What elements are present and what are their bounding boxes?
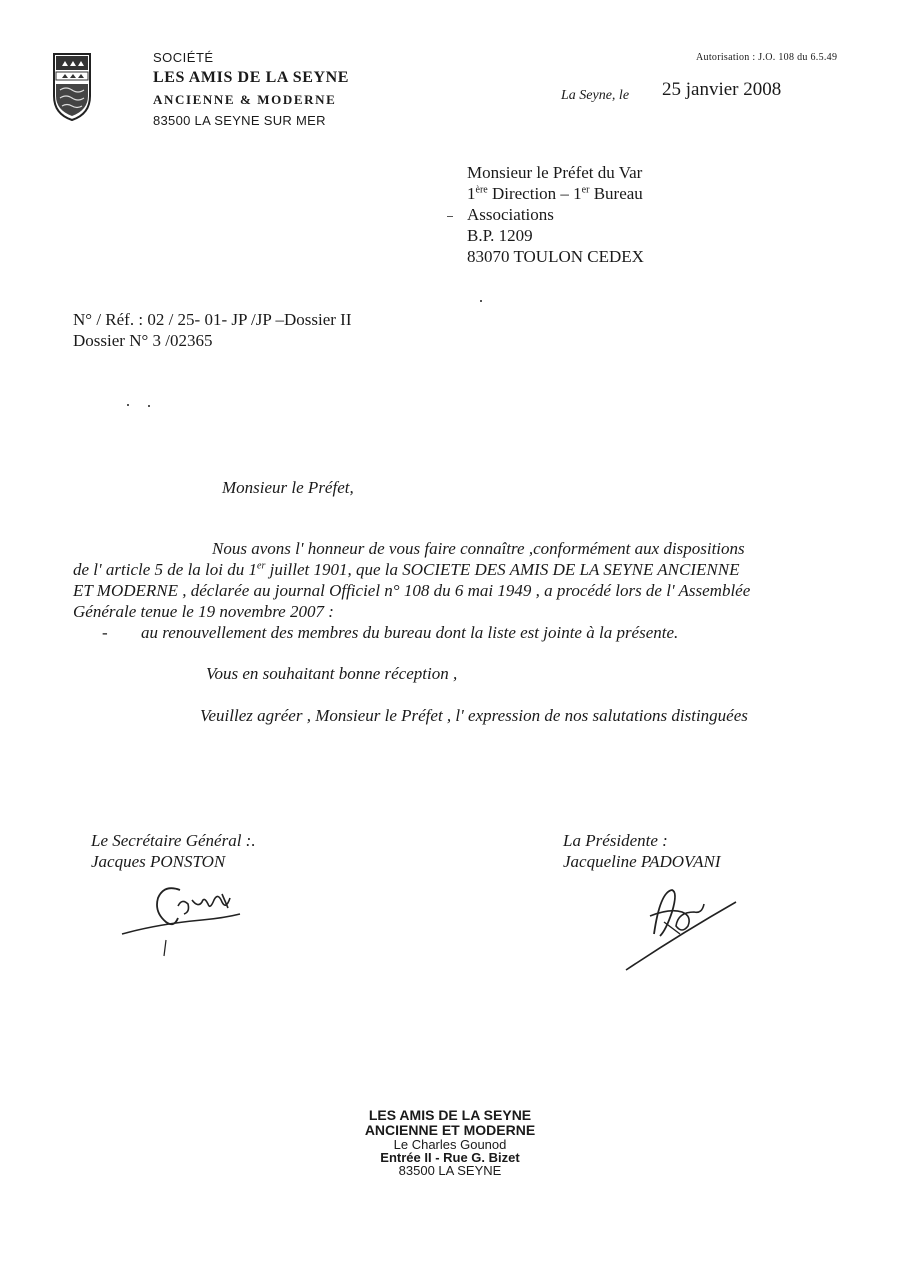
coat-of-arms-icon [52, 52, 92, 122]
paragraph-1-line-1: Nous avons l' honneur de vous faire connaître ,conformément aux dispositions [212, 539, 745, 558]
recipient-line-3: Associations [467, 205, 554, 224]
right-signatory-name: Jacqueline PADOVANI [563, 852, 721, 871]
scan-speck [447, 216, 453, 217]
authorisation-note: Autorisation : J.O. 108 du 6.5.49 [696, 52, 838, 63]
recipient-line-2: 1ère Direction – 1er Bureau [467, 184, 643, 203]
scan-speck [148, 405, 150, 407]
footer-stamp-line-1: LES AMIS DE LA SEYNE [368, 1107, 532, 1123]
president-signature [620, 882, 750, 974]
date-place: La Seyne, le [561, 88, 630, 103]
letterhead-societe: SOCIÉTÉ [153, 50, 214, 65]
letterhead-address: 83500 LA SEYNE SUR MER [153, 113, 326, 128]
recipient-line-5: 83070 TOULON CEDEX [467, 247, 644, 266]
left-signatory-title: Le Secrétaire Général :. [91, 831, 256, 850]
paragraph-1-line-4: Générale tenue le 19 novembre 2007 : [73, 602, 334, 621]
left-signatory-name: Jacques PONSTON [91, 852, 226, 871]
scan-speck [480, 300, 482, 302]
footer-stamp-line-3: Le Charles Gounod [393, 1137, 507, 1152]
paragraph-2: Vous en souhaitant bonne réception , [206, 664, 458, 683]
right-signatory-title: La Présidente : [563, 831, 668, 850]
reference-line: N° / Réf. : 02 / 25- 01- JP /JP –Dossier II [73, 310, 352, 329]
paragraph-1-line-2: de l' article 5 de la loi du 1er juillet 1901, que la SOCIETE DES AMIS DE LA SEYNE ANCIENNE [73, 560, 740, 579]
bullet-dash: - [102, 623, 108, 642]
recipient-line-1: Monsieur le Préfet du Var [467, 163, 643, 182]
recipient-line-4: B.P. 1209 [467, 226, 533, 245]
footer-stamp-line-2: ANCIENNE ET MODERNE [364, 1122, 536, 1138]
salutation: Monsieur le Préfet, [222, 478, 354, 497]
footer-stamp-line-5: 83500 LA SEYNE [398, 1163, 502, 1178]
letterhead-org-subtitle: ANCIENNE & MODERNE [153, 92, 337, 107]
scan-speck [127, 404, 129, 406]
footer-stamp-line-4: Entrée II - Rue G. Bizet [380, 1150, 520, 1165]
bullet-text: au renouvellement des membres du bureau dont la liste est jointe à la présente. [141, 623, 679, 642]
letterhead-org-name: LES AMIS DE LA SEYNE [153, 69, 350, 86]
date-value: 25 janvier 2008 [662, 79, 782, 100]
paragraph-1-line-3: ET MODERNE , déclarée au journal Officiel n° 108 du 6 mai 1949 , a procédé lors de l' Assemblée [73, 581, 751, 600]
secretary-signature [118, 878, 248, 958]
dossier-line: Dossier N° 3 /02365 [73, 331, 213, 350]
paragraph-3: Veuillez agréer , Monsieur le Préfet , l' expression de nos salutations distinguées [200, 706, 748, 725]
